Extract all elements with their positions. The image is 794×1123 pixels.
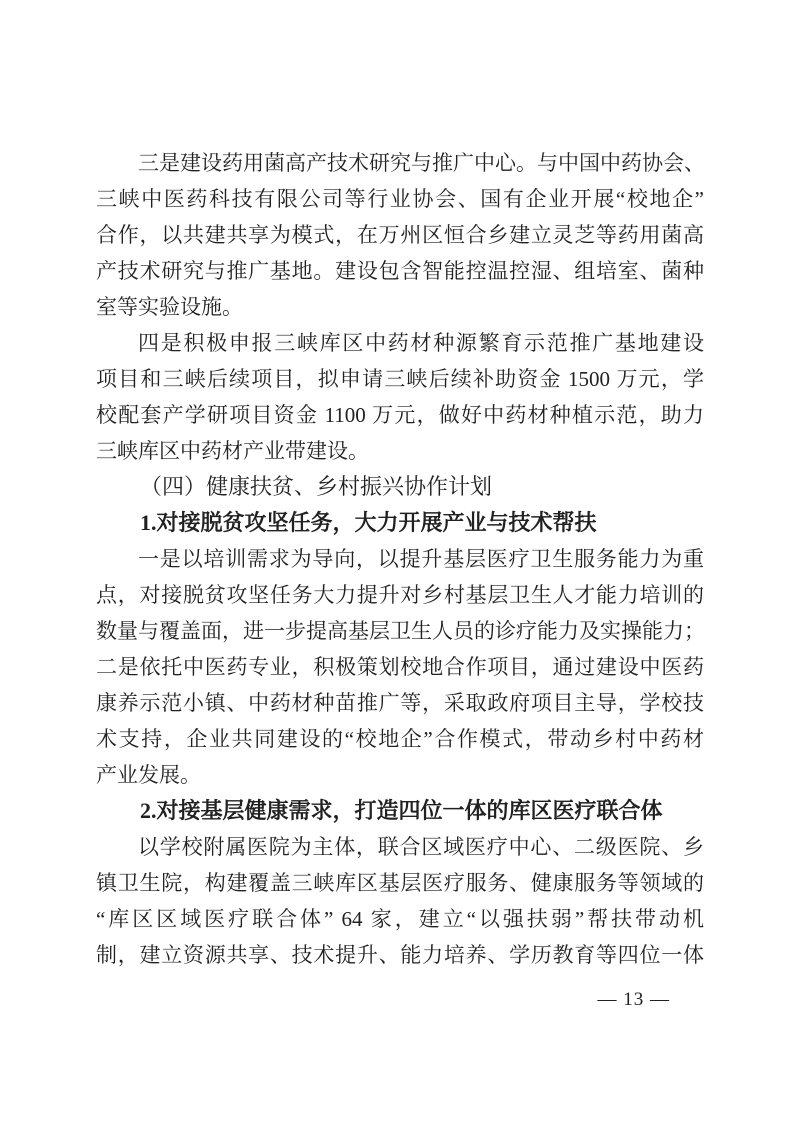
text-line: 产业发展。 (96, 763, 201, 787)
text-line: 点，对接脱贫攻坚任务大力提升对乡村基层卫生人才能力培训的 (96, 583, 704, 607)
text-line: 数量与覆盖面，进一步提高基层卫生人员的诊疗能力及实操能力； (96, 619, 705, 643)
text-line: 产技术研究与推广基地。建设包含智能控温控湿、组培室、菌种 (96, 259, 704, 283)
text-line: 术支持，企业共同建设的“校地企”合作模式，带动乡村中药材 (96, 727, 704, 751)
text-line: 项目和三峡后续项目，拟申请三峡后续补助资金 1500 万元，学 (96, 367, 704, 391)
text-line: 康养示范小镇、中药材种苗推广等，采取政府项目主导，学校技 (96, 691, 704, 715)
text-line: 三峡库区中药材产业带建设。 (96, 439, 369, 463)
text-line: 镇卫生院，构建覆盖三峡库区基层医疗服务、健康服务等领域的 (96, 871, 704, 895)
text-line: 1.对接脱贫攻坚任务，大力开展产业与技术帮扶 (140, 510, 597, 535)
text-line: 三峡中医药科技有限公司等行业协会、国有企业开展“校地企” (96, 187, 704, 211)
paragraph-yi-xuexiao (96, 829, 704, 973)
text-line: 以学校附属医院为主体，联合区域医疗中心、二级医院、乡 (138, 835, 704, 859)
subsection-heading-1 (96, 505, 704, 541)
text-line: 二是依托中医药专业，积极策划校地合作项目，通过建设中医药 (96, 655, 704, 679)
text-line: 合作，以共建共享为模式，在万州区恒合乡建立灵芝等药用菌高 (96, 223, 704, 247)
text-line: （四）健康扶贫、乡村振兴协作计划 (140, 474, 493, 499)
paragraph-san-shi (96, 145, 704, 325)
paragraph-si-shi (96, 325, 704, 469)
text-line: 一是以培训需求为导向，以提升基层医疗卫生服务能力为重 (138, 547, 704, 571)
text-line: 制，建立资源共享、技术提升、能力培养、学历教育等四位一体 (96, 943, 704, 967)
subsection-heading-2 (96, 793, 704, 829)
section-heading-4 (96, 469, 704, 505)
page-number: — 13 — (597, 989, 670, 1010)
text-line: 2.对接基层健康需求，打造四位一体的库区医疗联合体 (140, 798, 663, 823)
text-line: 四是积极申报三峡库区中药材种源繁育示范推广基地建设 (138, 331, 704, 355)
text-line: 校配套产学研项目资金 1100 万元，做好中药材种植示范，助力 (96, 403, 704, 427)
text-line: 三是建设药用菌高产技术研究与推广中心。与中国中药协会、 (138, 151, 705, 175)
document-content (96, 145, 704, 973)
paragraph-yi-shi-er-shi (96, 541, 704, 793)
text-line: 室等实验设施。 (96, 295, 243, 319)
text-line: “库区区域医疗联合体” 64 家，建立“以强扶弱”帮扶带动机 (96, 907, 704, 931)
